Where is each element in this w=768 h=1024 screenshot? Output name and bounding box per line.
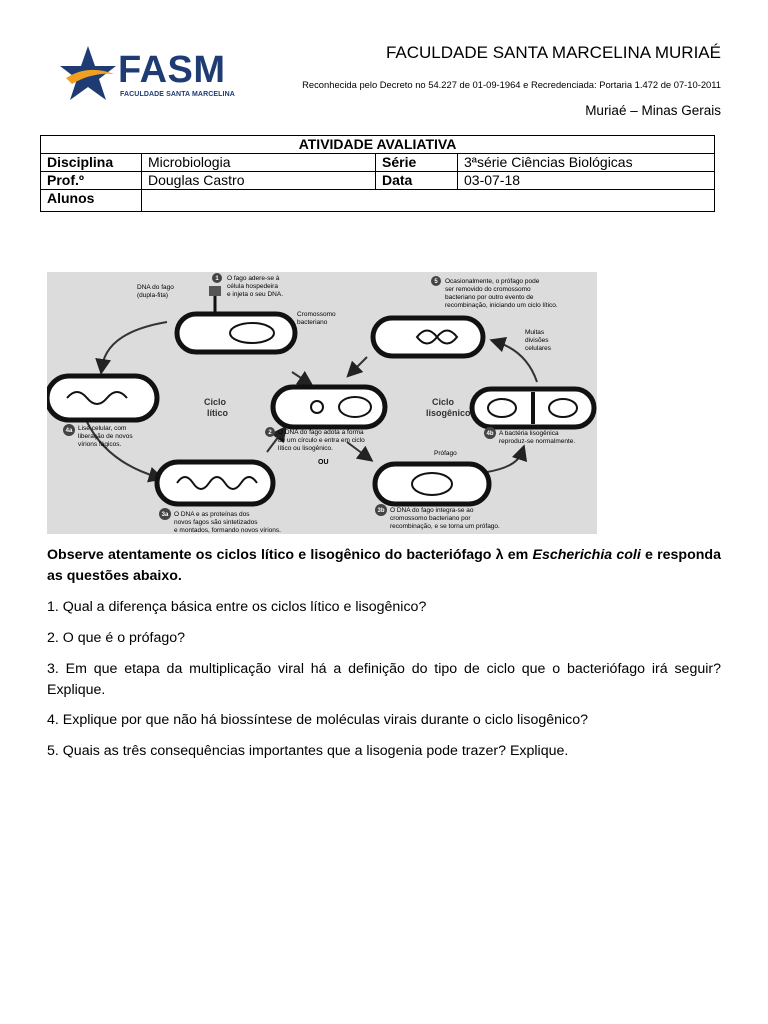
fig-step3b-a: O DNA do fago integra-se ao — [390, 507, 474, 514]
fig-cromossomo-b: bacteriano — [297, 319, 328, 326]
question-5: 5. Quais as três consequências importantes que a lisogenia pode trazer? Explique. — [47, 743, 569, 759]
fig-step2-c: lítico ou lisogênico. — [278, 445, 333, 452]
star-logo-icon — [58, 44, 118, 104]
fig-step3b-b: cromossomo bacteriano por — [390, 515, 471, 522]
alunos-field[interactable] — [142, 190, 715, 212]
fig-ciclo-lisog-a: Ciclo — [432, 397, 455, 407]
badge-3b: 3b — [377, 508, 385, 514]
fig-step1-b: célula hospedeira — [227, 283, 278, 290]
fig-step4b-a: A bactéria lisogênica — [499, 430, 559, 437]
fasm-logo — [58, 44, 242, 104]
fig-muitas-c: celulares — [525, 345, 552, 352]
cell-step3b — [375, 464, 489, 504]
disciplina-label: Disciplina — [41, 154, 142, 172]
institution-name: FACULDADE SANTA MARCELINA MURIAÉ — [385, 43, 721, 62]
cell-step2 — [273, 387, 385, 427]
fig-ciclo-lisog-b: lisogênico — [426, 408, 471, 418]
serie-value: 3ªsérie Ciências Biológicas — [458, 154, 715, 172]
badge-5: 5 — [434, 279, 438, 285]
fig-step3a-b: novos fagos são sintetizados — [174, 519, 258, 526]
intro-part2: e responda as questões abaixo. — [47, 547, 721, 584]
table-title: ATIVIDADE AVALIATIVA — [41, 136, 715, 154]
data-label: Data — [376, 172, 458, 190]
data-value: 03-07-18 — [458, 172, 715, 190]
fig-step4-c: vírions fágicos. — [78, 441, 122, 448]
question-1: 1. Qual a diferença básica entre os ciclos lítico e lisogênico? — [47, 599, 427, 615]
badge-3a: 3a — [161, 512, 169, 518]
alunos-label: Alunos — [41, 190, 142, 212]
fig-step2-b: de um círculo e entra em ciclo — [278, 437, 365, 444]
fig-dupla-fita: (dupla-fita) — [137, 292, 169, 299]
badge-2: 2 — [268, 430, 272, 436]
fig-profago: Prófago — [434, 450, 457, 457]
cell-step4b — [472, 389, 594, 427]
prof-value: Douglas Castro — [142, 172, 376, 190]
badge-4a: 4a — [65, 428, 73, 434]
fig-ciclo-litico-b: lítico — [207, 408, 229, 418]
logo-wordmark: FASM — [118, 49, 226, 91]
fig-ciclo-litico-a: Ciclo — [204, 397, 227, 407]
fig-step1-c: e injeta o seu DNA. — [227, 291, 284, 298]
badge-1: 1 — [215, 276, 219, 282]
fig-step4b-b: reproduz-se normalmente. — [499, 438, 576, 445]
fig-cromossomo-a: Cromossomo — [297, 311, 336, 318]
fig-muitas-b: divisões — [525, 337, 549, 344]
fig-step2-a: O DNA do fago adota a forma — [278, 429, 364, 436]
disciplina-value: Microbiologia — [142, 154, 376, 172]
fig-step5-b: ser removido do cromossomo — [445, 286, 531, 293]
fig-step3a-c: e montados, formando novos vírions. — [174, 527, 281, 534]
cell-step4a — [47, 376, 157, 420]
question-3: 3. Em que etapa da multiplicação viral há a definição do tipo de ciclo que o bacteriófago irá seguir? Explique. — [47, 661, 721, 698]
cell-step3a — [157, 462, 273, 504]
fig-step4-b: liberação de novos — [78, 433, 133, 440]
fig-dna-fago: DNA do fago — [137, 284, 174, 291]
fig-step5-c: bacteriano por outro evento de — [445, 294, 534, 301]
fig-muitas-a: Muitas — [525, 329, 545, 336]
cell-step5 — [373, 318, 483, 356]
question-4: 4. Explique por que não há biossíntese de moléculas virais durante o ciclo lisogênico? — [47, 712, 589, 728]
fig-step3a-a: O DNA e as proteínas dos — [174, 511, 250, 518]
fig-step5-d: recombinação, iniciando um ciclo lítico. — [445, 302, 558, 309]
prof-label: Prof.º — [41, 172, 142, 190]
intro-organism: Escherichia coli — [532, 547, 641, 563]
fig-ou: OU — [318, 459, 329, 466]
fig-step1-a: O fago adere-se à — [227, 275, 280, 282]
fig-step4-a: Lise celular, com — [78, 425, 127, 432]
decree-line: Reconhecida pelo Decreto no 54.227 de 01-09-1964 e Recredenciada: Portaria 1.472 de 07-10-2011 — [302, 79, 721, 90]
fig-step5-a: Ocasionalmente, o prófago pode — [445, 278, 540, 285]
location-line: Muriaé – Minas Gerais — [585, 103, 721, 118]
question-2: 2. O que é o prófago? — [47, 630, 186, 646]
fig-step3b-c: recombinação, e se torna um prófago. — [390, 523, 500, 530]
logo-subtitle: FACULDADE SANTA MARCELINA — [120, 91, 235, 98]
instructions-paragraph — [47, 545, 721, 587]
serie-label: Série — [376, 154, 458, 172]
activity-info-table — [40, 135, 715, 212]
intro-part1: Observe atentamente os ciclos lítico e lisogênico do bacteriófago λ em — [47, 547, 533, 563]
badge-4b: 4b — [486, 431, 494, 437]
phage-cycle-figure — [47, 272, 597, 534]
